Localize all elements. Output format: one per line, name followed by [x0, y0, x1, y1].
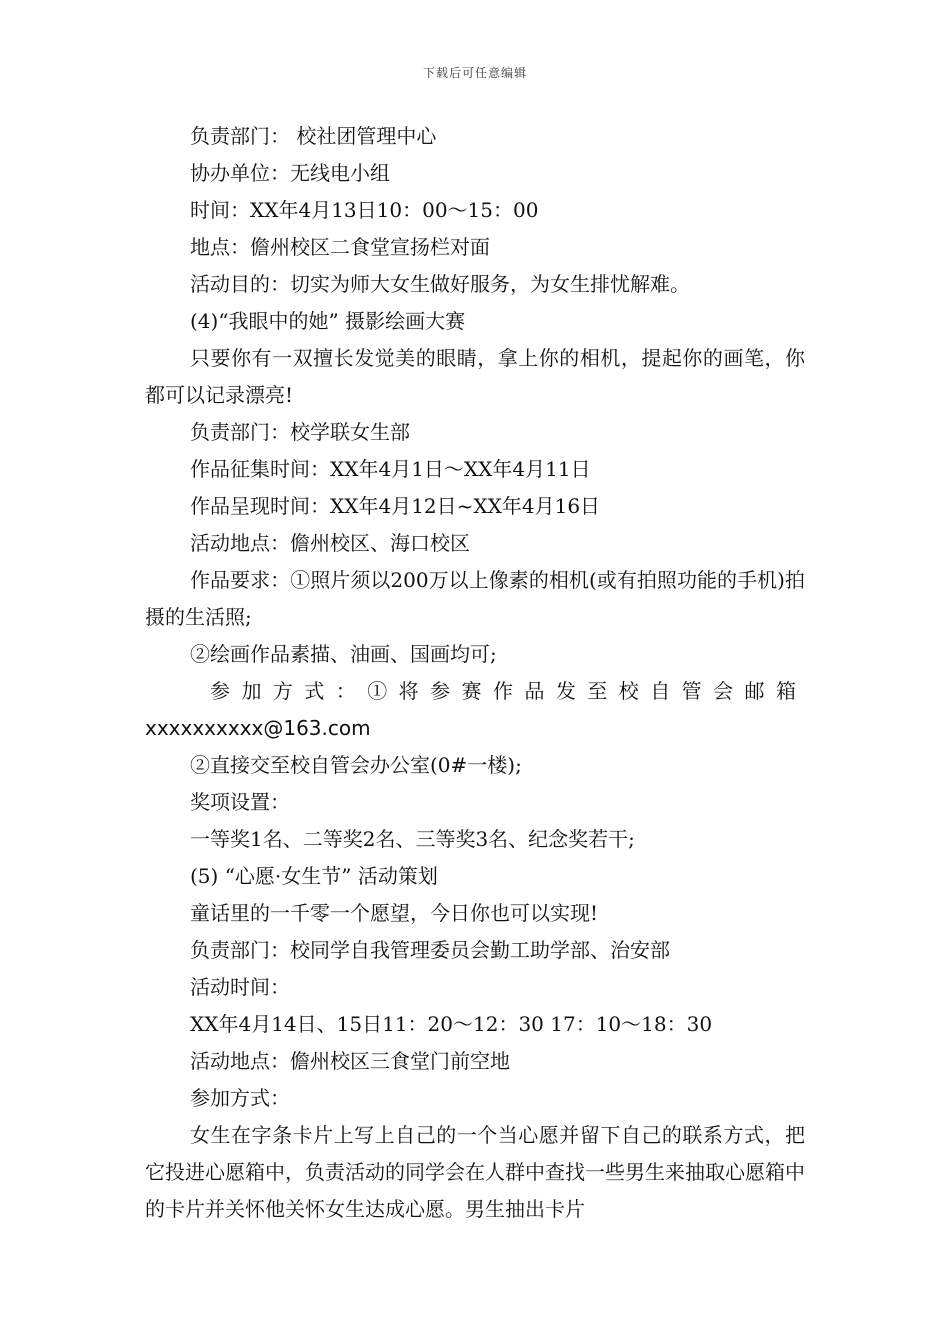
- paragraph: 只要你有一双擅长发觉美的眼睛，拿上你的相机，提起你的画笔，你都可以记录漂亮!: [145, 346, 805, 407]
- paragraph: 协办单位：无线电小组: [190, 161, 390, 185]
- paragraph: 活动地点：儋州校区、海口校区: [190, 531, 470, 555]
- email-address: xxxxxxxxxx@163.com: [145, 716, 371, 740]
- paragraph: 活动时间：: [190, 975, 290, 999]
- paragraph: 活动地点：儋州校区三食堂门前空地: [190, 1049, 510, 1073]
- page-header-note: 下载后可任意编辑: [422, 66, 527, 80]
- paragraph: 奖项设置：: [190, 790, 290, 814]
- paragraph: 参加方式：①将参赛作品发至校自管会邮箱: [210, 679, 805, 703]
- paragraph: ②绘画作品素描、油画、国画均可;: [190, 642, 497, 666]
- paragraph: 童话里的一千零一个愿望，今日你也可以实现!: [190, 901, 599, 925]
- document-body: [145, 118, 805, 1228]
- paragraph: 负责部门： 校社团管理中心: [190, 124, 437, 148]
- paragraph: 女生在字条卡片上写上自己的一个当心愿并留下自己的联系方式，把它投进心愿箱中，负责活动的同学会在人群中查找一些男生来抽取心愿箱中的卡片并关怀他关怀女生达成心愿。男生抽出卡片: [145, 1123, 805, 1221]
- section-heading: (4)“我眼中的她” 摄影绘画大赛: [190, 309, 466, 333]
- paragraph: 负责部门：校同学自我管理委员会勤工助学部、治安部: [190, 938, 670, 962]
- paragraph: XX年4月14日、15日11：20～12：30 17：10～18：30: [190, 1012, 713, 1036]
- paragraph: 作品征集时间：XX年4月1日～XX年4月11日: [190, 457, 591, 481]
- paragraph: 时间：XX年4月13日10：00～15：00: [190, 198, 539, 222]
- paragraph: 作品呈现时间：XX年4月12日~XX年4月16日: [190, 494, 601, 518]
- paragraph: 参加方式：: [190, 1086, 290, 1110]
- section-heading: (5) “心愿·女生节” 活动策划: [190, 864, 438, 888]
- paragraph: ②直接交至校自管会办公室(0#一楼);: [190, 753, 522, 777]
- paragraph: 活动目的：切实为师大女生做好服务，为女生排忧解难。: [190, 272, 690, 296]
- paragraph: 负责部门：校学联女生部: [190, 420, 410, 444]
- paragraph: 一等奖1名、二等奖2名、三等奖3名、纪念奖若干;: [190, 827, 635, 851]
- paragraph: 地点：儋州校区二食堂宣扬栏对面: [190, 235, 490, 259]
- paragraph: 作品要求：①照片须以200万以上像素的相机(或有拍照功能的手机)拍摄的生活照;: [145, 568, 805, 629]
